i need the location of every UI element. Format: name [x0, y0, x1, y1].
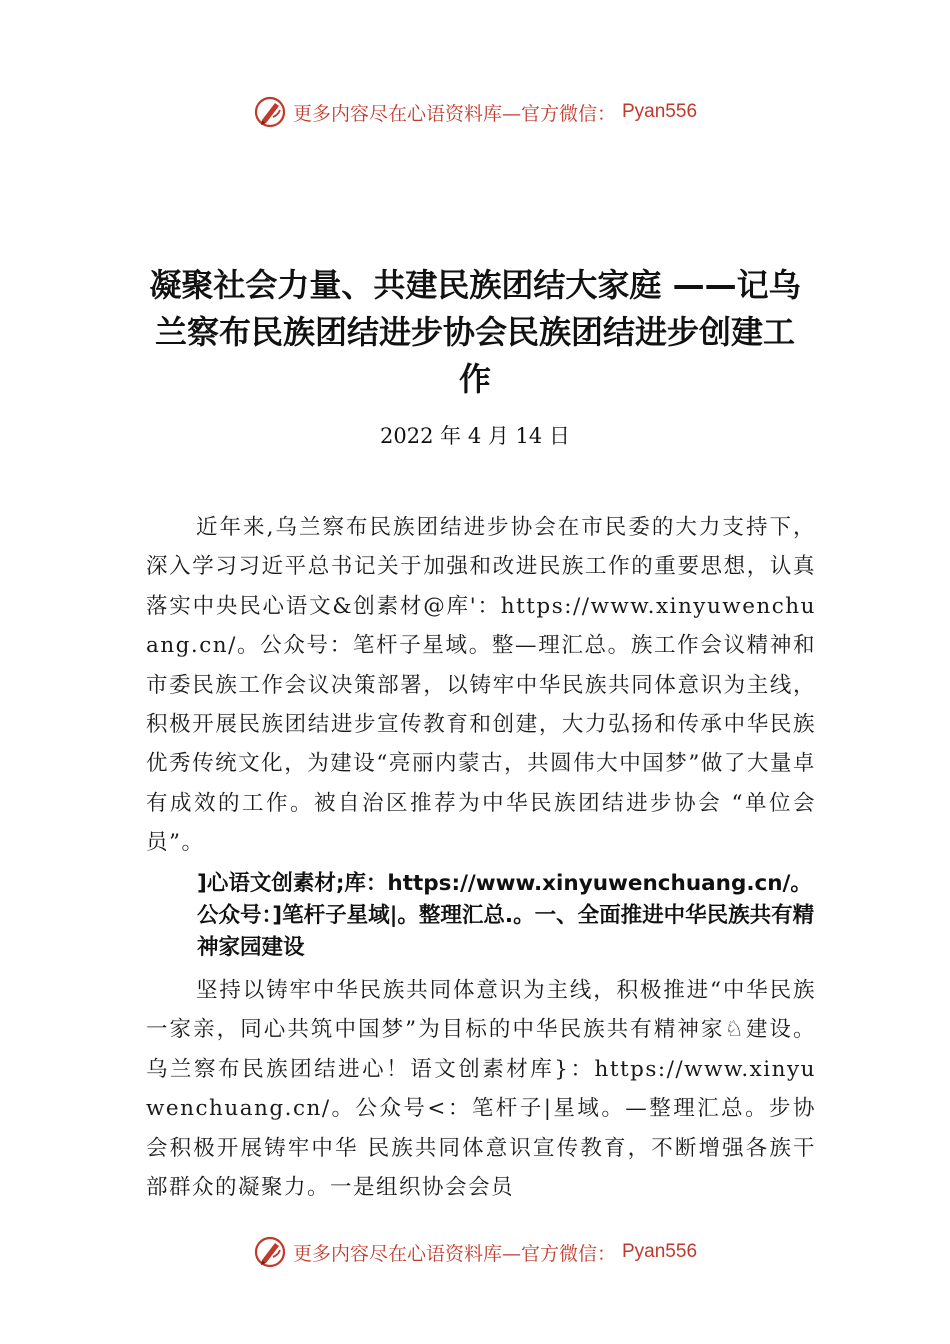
banner-wechat-id: Pyan556: [622, 1241, 698, 1262]
section-heading: ]心语文创素材;库：https://www.xinyuwenchuang.cn/。公众号：]笔杆子星域|。整理汇总.。一、全面推进中华民族共有精神家园建设: [197, 871, 815, 960]
document-title: 凝聚社会力量、共建民族团结大家庭 ——记乌兰察布民族团结进步协会民族团结进步创建工作: [149, 266, 801, 398]
paragraph-intro: 近年来,乌兰察布民族团结进步协会在市民委的大力支持下，深入学习习近平总书记关于加强和改进民族工作的重要思想，认真落实中央民心语文&创素材@库'：https://www.xinyuwenchuang.cn/。公众号：笔杆子星域。整—理汇总。族工作会议精神和市委民族工作会议决策部署，以铸牢中华民族共同体意识为主线，积极开展民族团结进步宣传教育和创建，大力弘扬和传承中华民族优秀传统文化，为建设“亮丽内蒙古，共圆伟大中国梦”做了大量卓有成效的工作。被自治区推荐为中华民族团结进步协会 “单位会员”。: [146, 515, 816, 856]
banner-text: 更多内容尽在心语资料库—官方微信：: [292, 1242, 616, 1265]
banner-text: 更多内容尽在心语资料库—官方微信：: [292, 102, 616, 125]
paragraph-section-1: 坚持以铸牢中华民族共同体意识为主线，积极推进“中华民族一家亲，同心共筑中国梦”为目标的中华民族共有精神家♘建设。乌兰察布民族团结进心！语文创素材库}：https://www.xinyuwenchuang.cn/。公众号<：笔杆子|星域。—整理汇总。步协会积极开展铸牢中华 民族共同体意识宣传教育，不断增强各族干部群众的凝聚力。一是组织协会会员: [146, 978, 816, 1201]
header-banner: [0, 92, 950, 132]
banner-wechat-id: Pyan556: [622, 101, 698, 122]
document-date: 2022 年 4 月 14 日: [380, 424, 570, 448]
red-pen-logo-icon: [253, 1235, 287, 1269]
red-pen-logo-icon: [253, 95, 287, 129]
footer-banner: [0, 1232, 950, 1272]
